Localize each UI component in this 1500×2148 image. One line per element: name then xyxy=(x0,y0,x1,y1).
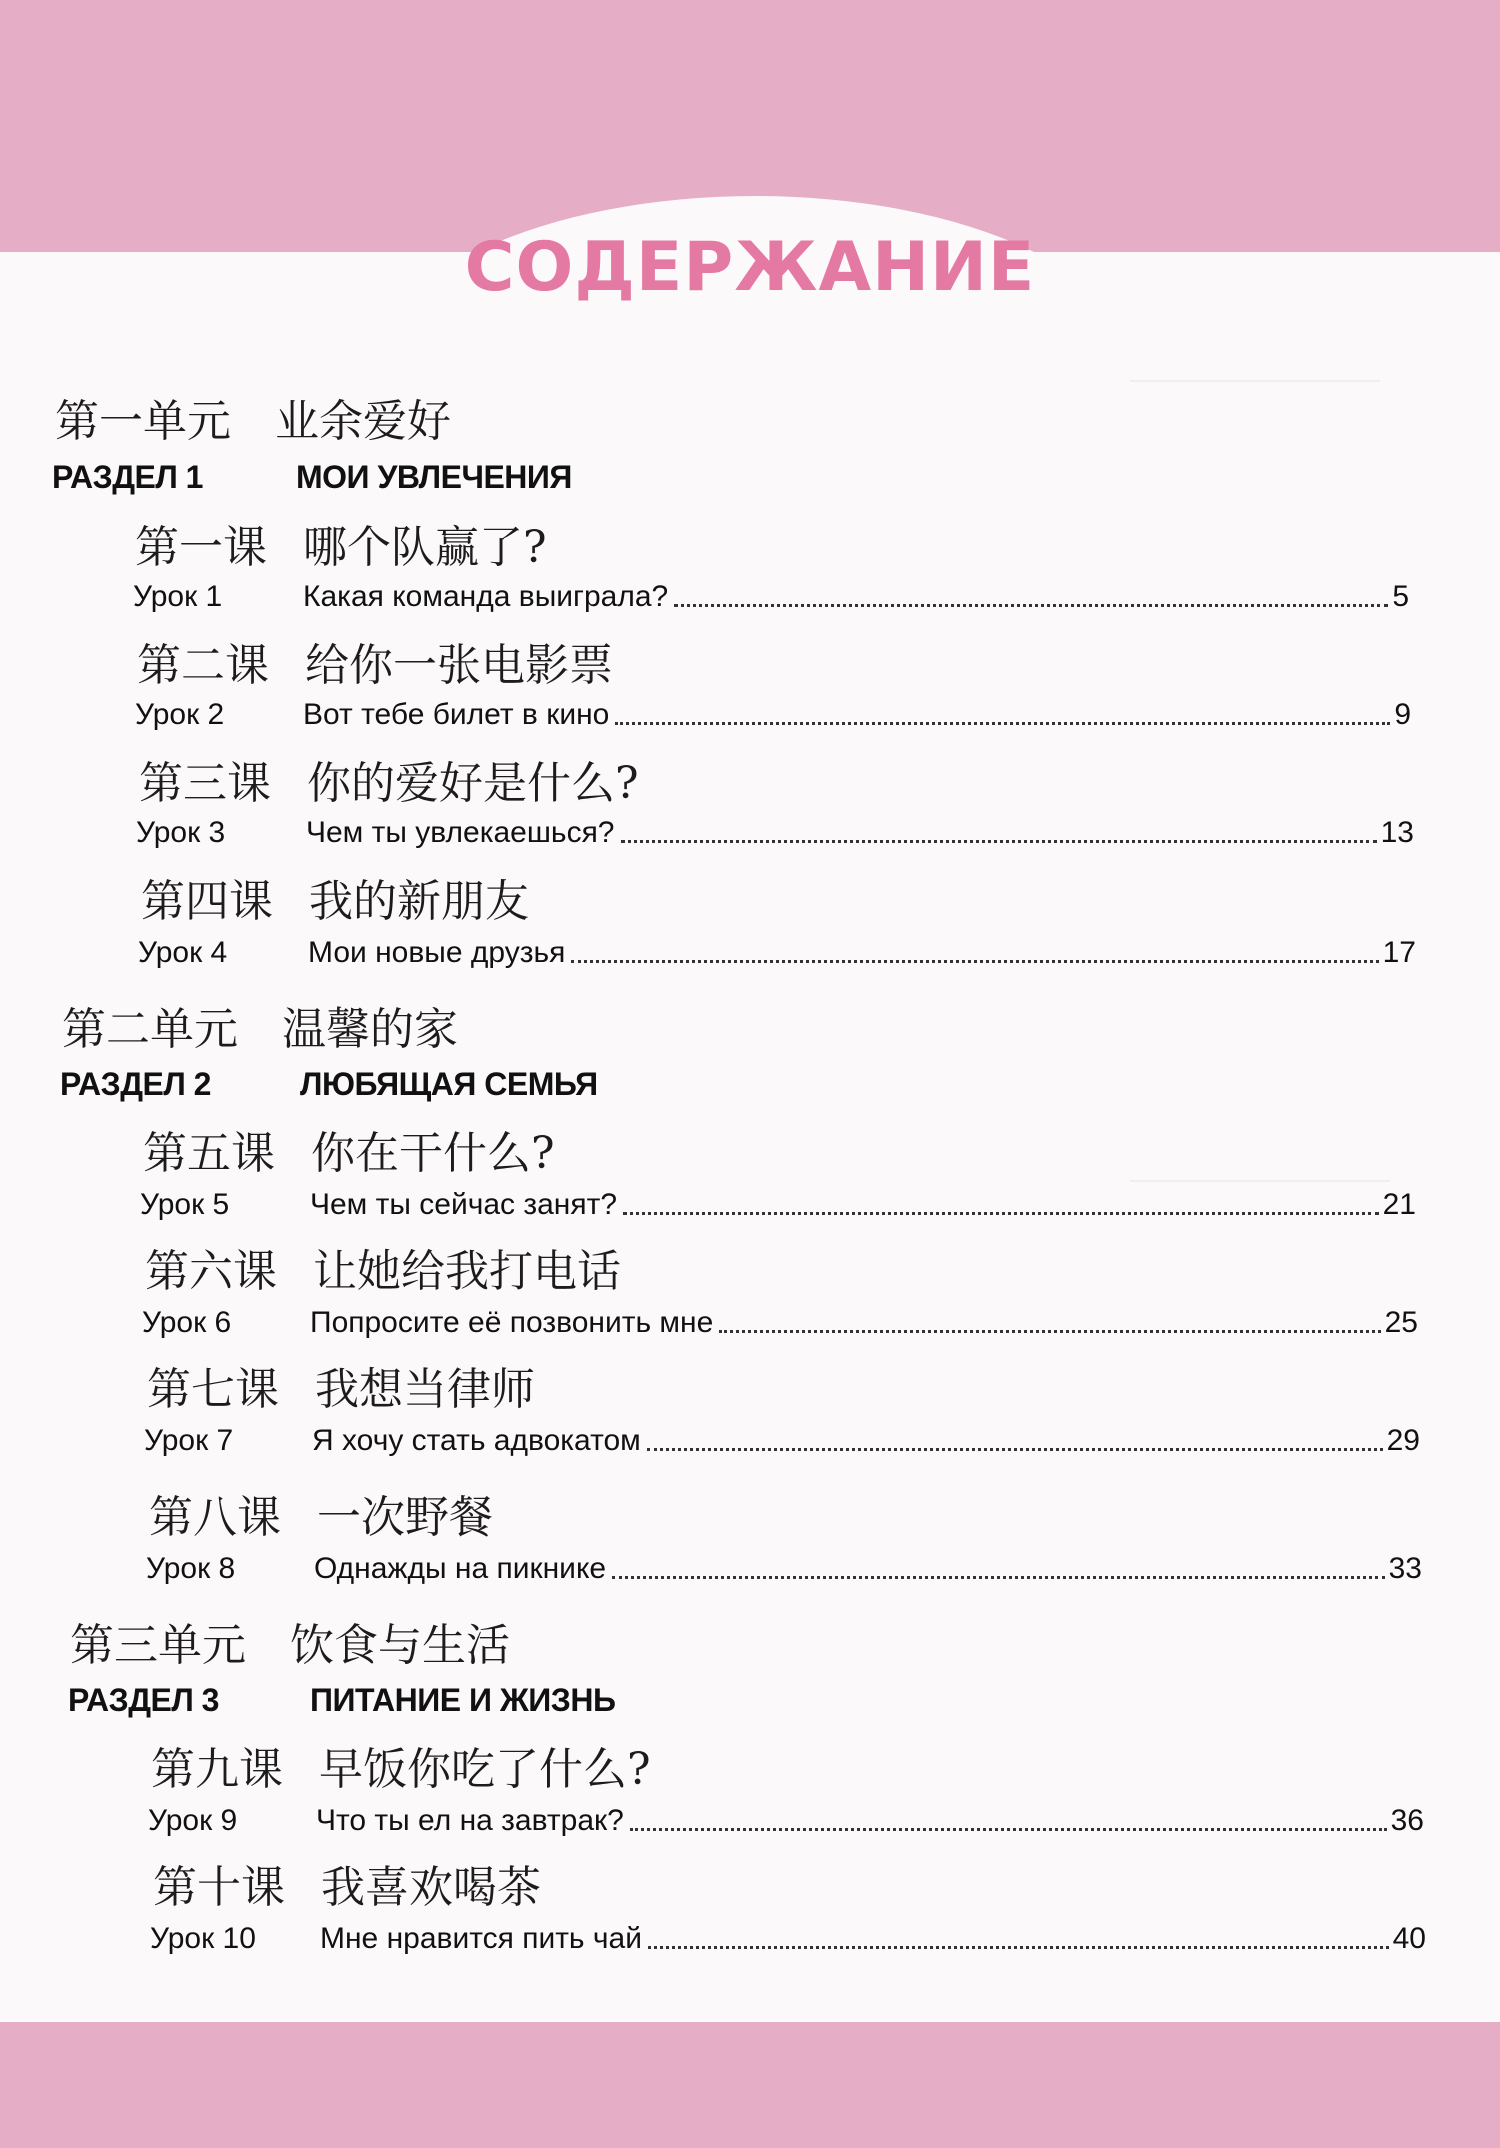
dot-leader xyxy=(623,1211,1379,1215)
lesson-9-cn xyxy=(151,1744,651,1795)
lesson-number: 第四课 xyxy=(141,876,273,927)
toc-entry[interactable] xyxy=(140,1180,1416,1220)
lesson-number: 第五课 xyxy=(143,1128,275,1179)
lesson-label: Урок 6 xyxy=(142,1306,232,1339)
section-2-ru-heading xyxy=(60,1068,760,1102)
page-number: 5 xyxy=(1392,580,1409,613)
unit-title: 业余爱好 xyxy=(275,396,451,447)
lesson-title: Чем ты сейчас занят? xyxy=(310,1188,618,1221)
dot-leader xyxy=(621,839,1377,843)
section-2-cn-heading xyxy=(62,1004,458,1055)
page-number: 17 xyxy=(1382,936,1416,969)
lesson-cn-title: 一次野餐 xyxy=(317,1492,493,1543)
page-number: 9 xyxy=(1394,698,1411,731)
lesson-label: Урок 3 xyxy=(136,816,226,849)
dot-leader xyxy=(674,603,1388,607)
lesson-5-cn xyxy=(143,1128,555,1179)
lesson-1-cn xyxy=(135,522,547,573)
lesson-number: 第八课 xyxy=(149,1492,281,1543)
lesson-4-cn xyxy=(141,876,529,927)
lesson-label: Урок 1 xyxy=(133,580,223,613)
dot-leader xyxy=(612,1575,1385,1579)
lesson-7-cn xyxy=(147,1364,535,1415)
toc-entry[interactable] xyxy=(144,1416,1420,1456)
toc-entry[interactable] xyxy=(146,1544,1422,1584)
lesson-label: Урок 4 xyxy=(138,936,228,969)
page-number: 40 xyxy=(1392,1922,1426,1955)
unit-number: 第三单元 xyxy=(70,1620,246,1671)
lesson-number: 第一课 xyxy=(135,522,267,573)
section-label: РАЗДЕЛ 2 xyxy=(60,1066,211,1102)
lesson-cn-title: 我想当律师 xyxy=(315,1364,535,1415)
lesson-label: Урок 10 xyxy=(150,1922,256,1955)
toc-entry[interactable] xyxy=(150,1914,1426,1954)
lesson-cn-title: 我的新朋友 xyxy=(309,876,529,927)
toc-entry[interactable] xyxy=(148,1796,1424,1836)
lesson-title: Я хочу стать адвокатом xyxy=(312,1424,641,1457)
page-title: СОДЕРЖАНИЕ xyxy=(464,228,1036,307)
bleed-through-mark xyxy=(1130,380,1380,382)
lesson-number: 第九课 xyxy=(151,1744,283,1795)
toc-entry[interactable] xyxy=(135,690,1411,730)
dot-leader xyxy=(719,1329,1380,1333)
page-number: 21 xyxy=(1382,1188,1416,1221)
unit-title: 温馨的家 xyxy=(282,1004,458,1055)
dot-leader xyxy=(615,721,1390,725)
section-3-cn-heading xyxy=(70,1620,510,1671)
lesson-number: 第二课 xyxy=(137,640,269,691)
lesson-number: 第七课 xyxy=(147,1364,279,1415)
section-title: ПИТАНИЕ И ЖИЗНЬ xyxy=(310,1682,616,1718)
unit-title: 饮食与生活 xyxy=(290,1620,510,1671)
lesson-cn-title: 哪个队赢了? xyxy=(303,522,547,573)
lesson-title: Мне нравится пить чай xyxy=(320,1922,642,1955)
lesson-label: Урок 5 xyxy=(140,1188,230,1221)
section-title: МОИ УВЛЕЧЕНИЯ xyxy=(296,459,572,495)
lesson-cn-title: 早饭你吃了什么? xyxy=(319,1744,651,1795)
lesson-cn-title: 我喜欢喝茶 xyxy=(321,1862,541,1913)
lesson-3-cn xyxy=(139,758,639,809)
lesson-8-cn xyxy=(149,1492,493,1543)
lesson-label: Урок 7 xyxy=(144,1424,234,1457)
toc-entry[interactable] xyxy=(136,808,1414,848)
lesson-title: Попросите её позвонить мне xyxy=(310,1306,714,1339)
lesson-number: 第十课 xyxy=(153,1862,285,1913)
dot-leader xyxy=(571,959,1378,963)
bottom-pink-band xyxy=(0,2022,1500,2148)
page-number: 36 xyxy=(1390,1804,1424,1837)
lesson-cn-title: 给你一张电影票 xyxy=(305,640,613,691)
dot-leader xyxy=(648,1945,1389,1949)
lesson-cn-title: 让她给我打电话 xyxy=(313,1246,621,1297)
lesson-cn-title: 你在干什么? xyxy=(311,1128,555,1179)
lesson-title: Однажды на пикнике xyxy=(314,1552,607,1585)
unit-number: 第二单元 xyxy=(62,1004,238,1055)
section-title: ЛЮБЯЩАЯ СЕМЬЯ xyxy=(300,1066,598,1102)
lesson-6-cn xyxy=(145,1246,621,1297)
section-1-cn-heading xyxy=(55,396,451,447)
lesson-title: Какая команда выиграла? xyxy=(303,580,669,613)
lesson-title: Что ты ел на завтрак? xyxy=(316,1804,624,1837)
lesson-label: Урок 2 xyxy=(135,698,225,731)
toc-entry[interactable] xyxy=(133,572,1409,612)
toc-entry[interactable] xyxy=(142,1298,1418,1338)
lesson-cn-title: 你的爱好是什么? xyxy=(307,758,639,809)
page-number: 33 xyxy=(1388,1552,1422,1585)
lesson-title: Чем ты увлекаешься? xyxy=(306,816,615,849)
section-label: РАЗДЕЛ 1 xyxy=(52,459,203,495)
page-number: 13 xyxy=(1380,816,1414,849)
dot-leader xyxy=(630,1827,1387,1831)
lesson-label: Урок 9 xyxy=(148,1804,238,1837)
lesson-title: Вот тебе билет в кино xyxy=(303,698,610,731)
page-number: 29 xyxy=(1386,1424,1420,1457)
lesson-title: Мои новые друзья xyxy=(308,936,566,969)
lesson-number: 第三课 xyxy=(139,758,271,809)
lesson-label: Урок 8 xyxy=(146,1552,236,1585)
lesson-2-cn xyxy=(137,640,613,691)
unit-number: 第一单元 xyxy=(55,396,231,447)
toc-entry[interactable] xyxy=(138,928,1416,968)
page-number: 25 xyxy=(1384,1306,1418,1339)
dot-leader xyxy=(647,1447,1383,1451)
lesson-10-cn xyxy=(153,1862,541,1913)
section-3-ru-heading xyxy=(68,1684,768,1718)
section-1-ru-heading xyxy=(52,461,752,495)
section-label: РАЗДЕЛ 3 xyxy=(68,1682,219,1718)
lesson-number: 第六课 xyxy=(145,1246,277,1297)
